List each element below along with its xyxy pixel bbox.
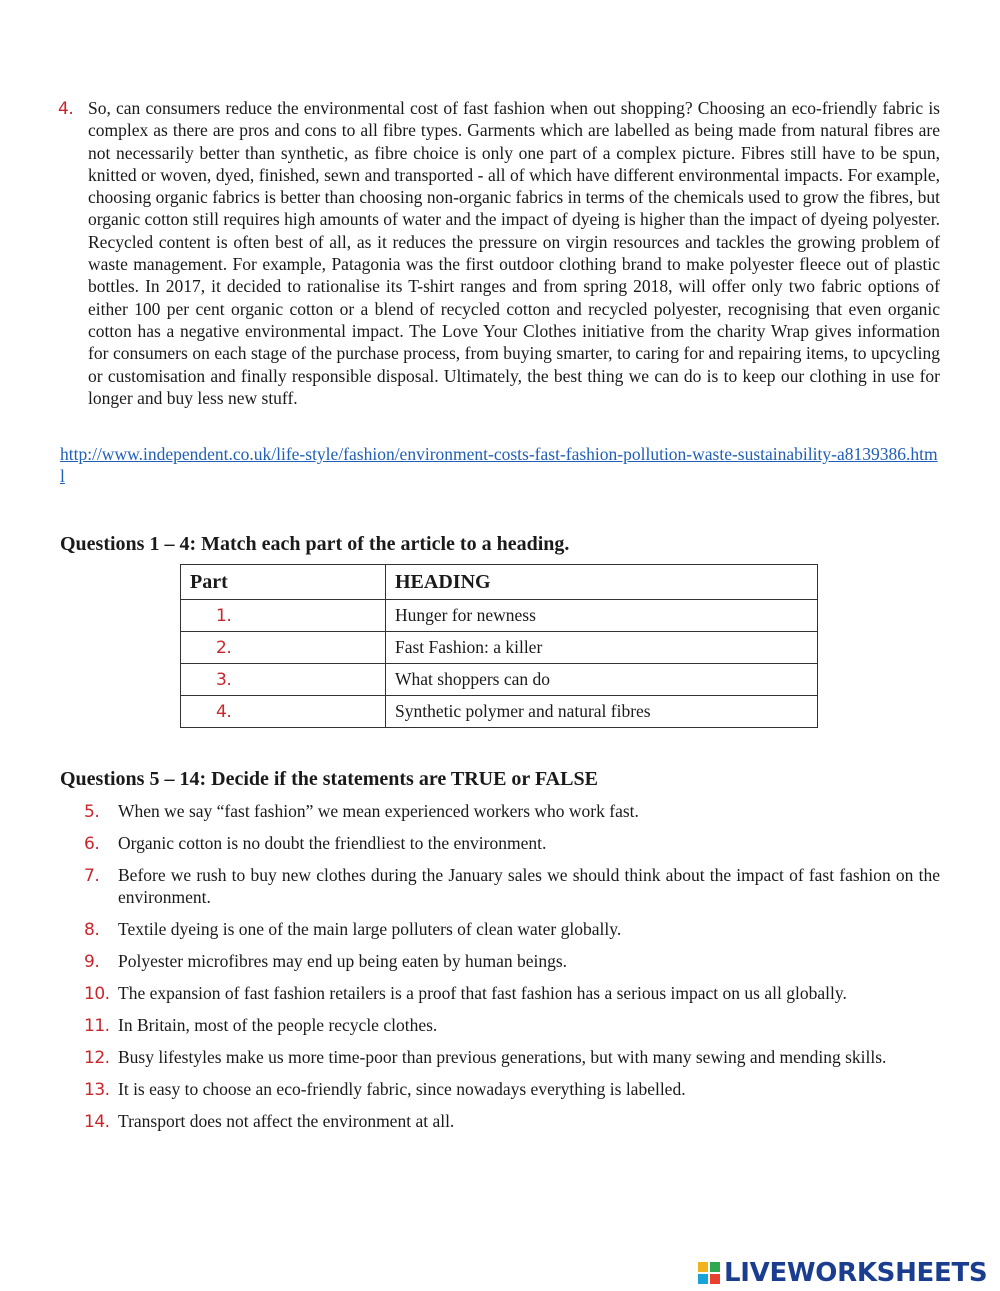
statement-text: It is easy to choose an eco-friendly fabric, since nowadays everything is labelled. [118,1079,686,1099]
statement-text: Before we rush to buy new clothes during the January sales we should think about the impact of fast fashion on the environment. [118,865,940,907]
list-item [84,1014,940,1036]
column-header-heading: HEADING [386,565,818,600]
logo-text: LIVEWORKSHEETS [724,1258,988,1288]
part-number: 1. [216,606,232,626]
statement-text: The expansion of fast fashion retailers is a proof that fast fashion has a serious impact on us all globally. [118,983,847,1003]
true-false-heading: Questions 5 – 14: Decide if the statements are TRUE or FALSE [60,768,598,790]
statement-number[interactable]: 11. [84,1016,110,1036]
matching-questions-heading: Questions 1 – 4: Match each part of the article to a heading. [60,533,570,555]
statement-list [84,800,940,1142]
list-item [84,1110,940,1132]
statement-text: Transport does not affect the environment at all. [118,1111,455,1131]
part-number: 2. [216,638,232,658]
part-cell[interactable] [181,696,386,728]
column-header-part: Part [181,565,386,600]
statement-text: When we say “fast fashion” we mean experienced workers who work fast. [118,801,639,821]
table-row [181,600,818,632]
liveworksheets-logo [698,1258,987,1288]
matching-table [180,564,818,728]
statement-number[interactable]: 13. [84,1080,110,1100]
logo-square-3 [698,1274,708,1284]
statement-number[interactable]: 10. [84,984,110,1004]
heading-cell: Fast Fashion: a killer [386,632,818,664]
list-item [84,918,940,940]
list-item [84,1078,940,1100]
statement-text: Busy lifestyles make us more time-poor than previous generations, but with many sewing and mending skills. [118,1047,887,1067]
list-item [84,1046,940,1068]
table-row [181,664,818,696]
part-cell[interactable] [181,600,386,632]
heading-cell: Synthetic polymer and natural fibres [386,696,818,728]
paragraph-text: So, can consumers reduce the environmental cost of fast fashion when out shopping? Choosing an eco-friendly fabric is complex as there are pros and cons to all fibre types. Garments which are labelled as being made from natural fibres are not necessarily better than synthetic, as fibre choice is only one part of a complex picture. Fibres still have to be spun, knitted or woven, dyed, finished, sewn and transported - all of which have different environmental impacts. For example, choosing organic fabrics is better than choosing non-organic fabrics in terms of the chemicals used to grow the fibres, but organic cotton still requires high amounts of water and the impact of dyeing is higher than the impact of dyeing polyester. Recycled content is often best of all, as it reduces the pressure on virgin resources and tackles the growing problem of waste management. For example, Patagonia was the first outdoor clothing brand to make polyester fleece out of plastic bottles. In 2017, it decided to rationalise its T-shirt ranges and from spring 2018, will offer only two fabric options of either 100 per cent organic cotton or a blend of recycled cotton and recycled polyester, recognising that even organic cotton has a negative environmental impact. The Love Your Clothes initiative from the charity Wrap gives information for consumers on each stage of the purchase process, from buying smarter, to caring for and repairing items, to upcycling or customisation and finally responsible disposal. Ultimately, the best thing we can do is to keep our clothing in use for longer and buy less new stuff. [88,98,940,408]
statement-number[interactable]: 7. [84,866,100,886]
statement-number[interactable]: 6. [84,834,100,854]
logo-square-4 [710,1274,720,1284]
paragraph-number: 4. [58,99,74,119]
statement-number[interactable]: 14. [84,1112,110,1132]
statement-text: Polyester microfibres may end up being eaten by human beings. [118,951,568,971]
part-cell[interactable] [181,632,386,664]
statement-text: In Britain, most of the people recycle clothes. [118,1015,438,1035]
part-number: 4. [216,702,232,722]
list-item [84,800,940,822]
statement-number[interactable]: 9. [84,952,100,972]
logo-square-2 [710,1262,720,1272]
table-header-row [181,565,818,600]
statement-number[interactable]: 5. [84,802,100,822]
list-item [84,864,940,908]
statement-number[interactable]: 8. [84,920,100,940]
logo-square-1 [698,1262,708,1272]
heading-cell: Hunger for newness [386,600,818,632]
article-paragraph-4 [58,97,940,409]
list-item [84,950,940,972]
part-number: 3. [216,670,232,690]
heading-cell: What shoppers can do [386,664,818,696]
table-row [181,632,818,664]
part-cell[interactable] [181,664,386,696]
source-link[interactable]: http://www.independent.co.uk/life-style/fashion/environment-costs-fast-fashion-pollution-waste-sustainability-a8139386.html [60,444,938,486]
statement-number[interactable]: 12. [84,1048,110,1068]
statement-text: Organic cotton is no doubt the friendliest to the environment. [118,833,547,853]
statement-text: Textile dyeing is one of the main large polluters of clean water globally. [118,919,622,939]
list-item [84,982,940,1004]
table-row [181,696,818,728]
list-item [84,832,940,854]
logo-mark-icon [698,1262,720,1284]
